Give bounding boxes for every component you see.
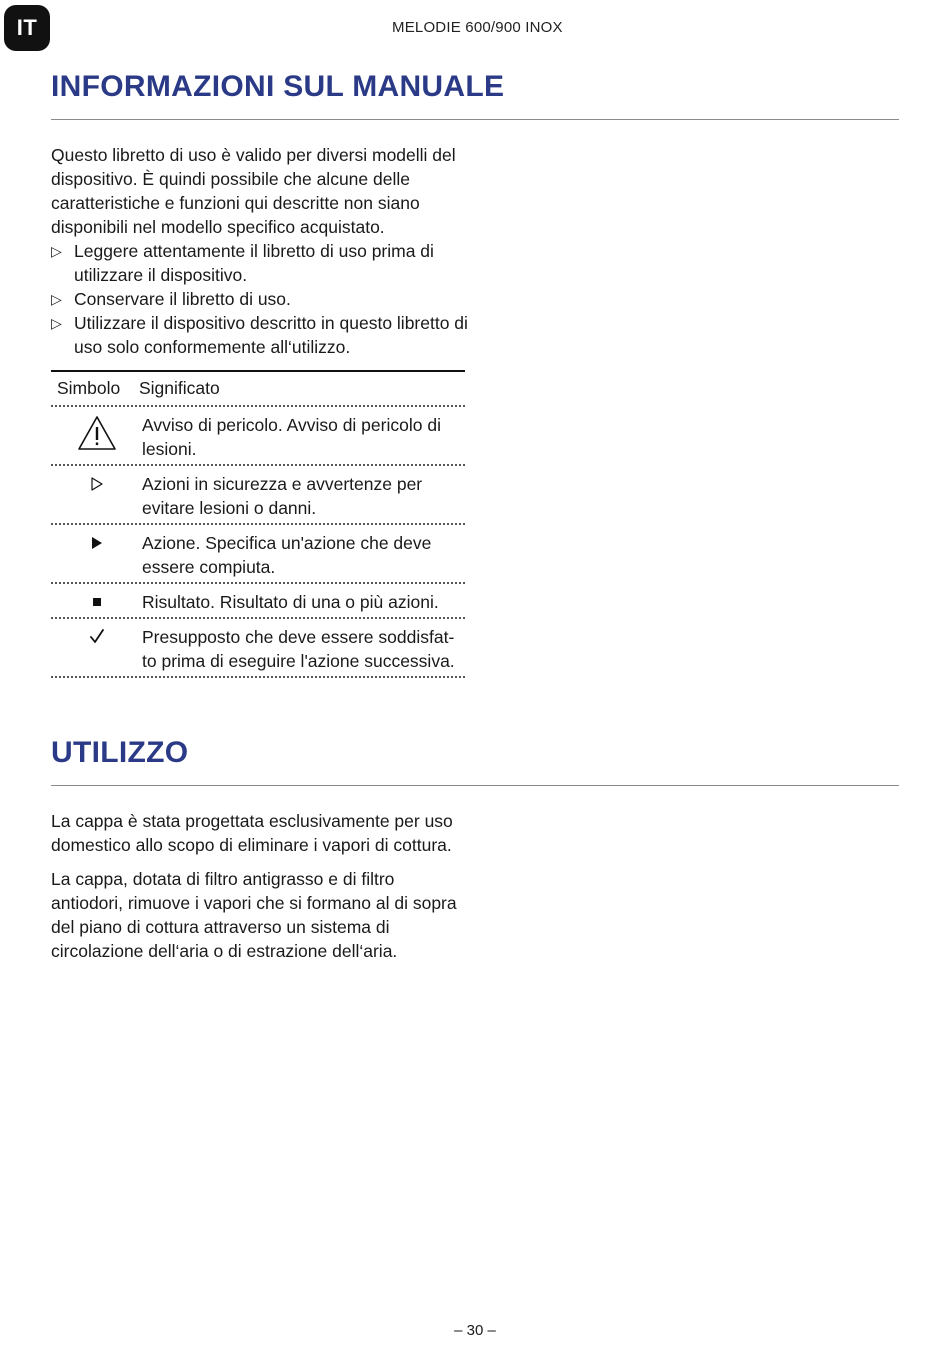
outline-triangle-icon: ▷ — [51, 243, 62, 259]
section-title-usage: UTILIZZO — [51, 736, 189, 769]
header-symbol: Simbolo — [57, 378, 121, 398]
section-title-manual-info: INFORMAZIONI SUL MANUALE — [51, 70, 505, 103]
list-item: ▷ Leggere attentamente il libretto di uso prima di utilizzare il dispositivo. — [51, 241, 434, 285]
intro-paragraph: Questo libretto di uso è valido per diversi modelli del dispositivo. È quindi possibile che alcune delle caratteristiche e funzioni qui descritte non siano disponibili nel modello specifico acquistato. — [51, 145, 456, 237]
table-cell: Azione. Specifica un'azione che deve essere compiuta. — [142, 533, 432, 577]
header-meaning: Significato — [139, 378, 220, 398]
page-number: – 30 – — [454, 1322, 496, 1339]
table-row — [51, 466, 465, 525]
list-item: ▷ Utilizzare il dispositivo descritto in questo libretto di uso solo conformemente all‘utilizzo. — [51, 313, 468, 357]
table-header — [51, 370, 465, 407]
table-row — [51, 584, 465, 619]
checkmark-icon — [89, 627, 105, 647]
model-name-header: MELODIE 600/900 INOX — [392, 19, 563, 36]
table-row — [51, 525, 465, 584]
table-row — [51, 407, 465, 466]
title-divider — [51, 785, 899, 786]
table-row — [51, 619, 465, 678]
table-cell: Azioni in sicurezza e avvertenze per evitare lesioni o danni. — [142, 474, 423, 518]
outline-triangle-icon: ▷ — [51, 291, 62, 307]
list-item: ▷ Conservare il libretto di uso. — [51, 289, 291, 309]
language-badge: IT — [4, 5, 50, 51]
instruction-list — [51, 239, 471, 359]
table-cell: Presupposto che deve essere soddisfat-to prima di eseguire l'azione successiva. — [142, 627, 455, 671]
table-cell: Avviso di pericolo. Avviso di pericolo di lesioni. — [142, 415, 441, 459]
filled-square-icon — [90, 592, 104, 612]
outline-triangle-icon: ▷ — [51, 315, 62, 331]
table-cell: Risultato. Risultato di una o più azioni. — [142, 592, 439, 612]
filled-triangle-icon — [90, 533, 104, 553]
usage-paragraph: La cappa è stata progettata esclusivamente per uso domestico allo scopo di eliminare i vapori di cottura. — [51, 811, 453, 855]
symbol-table — [51, 370, 465, 678]
warning-triangle-icon — [77, 415, 117, 451]
outline-triangle-icon — [90, 474, 104, 494]
usage-paragraph: La cappa, dotata di filtro antigrasso e di filtro antiodori, rimuove i vapori che si formano al di sopra del piano di cottura attraverso un sistema di circolazione dell‘aria o di estrazione dell‘aria. — [51, 869, 457, 961]
title-divider — [51, 119, 899, 120]
